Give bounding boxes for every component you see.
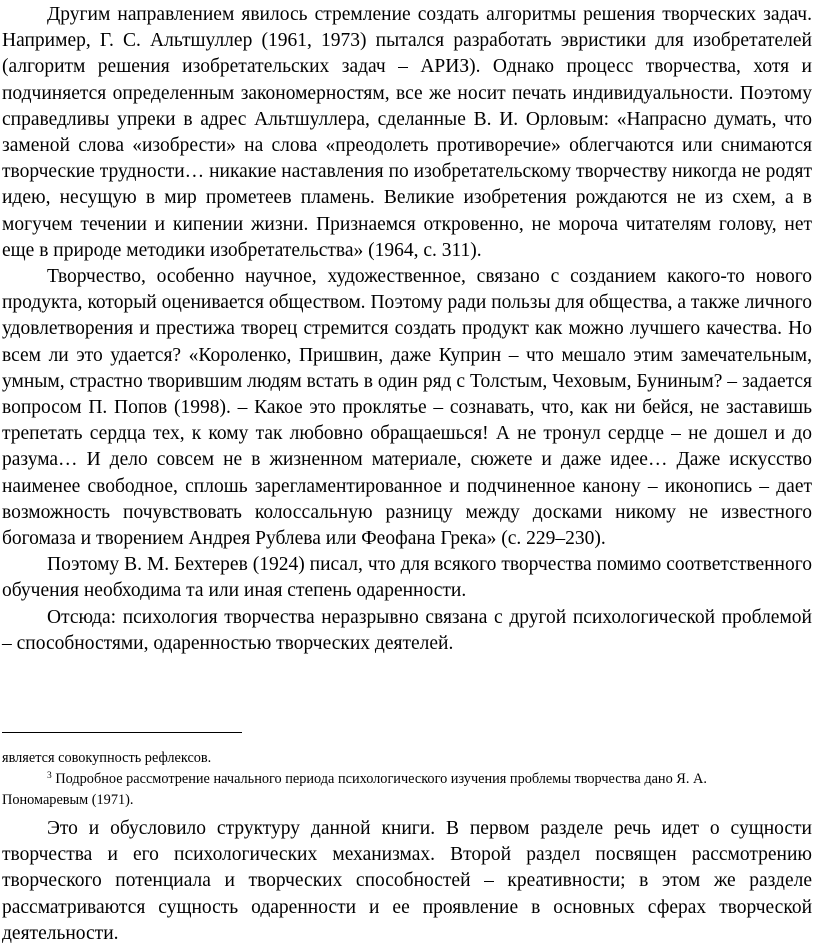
footnote-3-text: Подробное рассмотрение начального периода психологического изучения проблемы творчества дано Я. А. Пономаревым (1971). bbox=[2, 771, 707, 808]
paragraph-5: Это и обусловило структуру данной книги. В первом разделе речь идет о сущности творчества и его психологических механизмах. Второй раздел посвящен рассмотрению творческого потенциала и творческих способностей – креативности; в этом же разделе рассматриваются сущность одаренности и ее проявление в основных сферах творческой деятельности. bbox=[2, 818, 812, 944]
paragraph-3: Поэтому В. М. Бехтерев (1924) писал, что для всякого творчества помимо соответственного обучения необходима та или иная степень одаренности. bbox=[2, 554, 812, 602]
footnote-separator bbox=[2, 732, 242, 733]
footnote-continuation: является совокупность рефлексов. bbox=[2, 750, 212, 766]
paragraph-1: Другим направлением явилось стремление создать алгоритмы решения творческих задач. Например, Г. С. Альтшуллер (1961, 1973) пытался разработать эвристики для изобретателей (алгоритм решения изобретательских задач – АРИЗ). Однако процесс творчества, хотя и подчиняется определенным закономерностям, все же носит печать индивидуальности. Поэтому справедливы упреки в адрес Альтшуллера, сделанные В. И. Орловым: «Напрасно думать, что заменой слова «изобрести» на слова «преодолеть противоречие» облегчаются или снимаются творческие трудности… никакие наставления по изобретательскому творчеству никогда не родят идею, несущую в мир прометеев пламень. Великие изобретения рождаются не из схем, а в могучем течении и кипении жизни. Признаемся откровенно, не мороча читателям голову, нет еще в природе методики изобретательства» (1964, с. 311). bbox=[2, 4, 812, 261]
bottom-text bbox=[2, 816, 812, 947]
main-text bbox=[2, 2, 812, 657]
footnote-marker: 3 bbox=[47, 771, 52, 781]
footnote-3 bbox=[2, 769, 792, 811]
footnotes bbox=[2, 748, 792, 811]
paragraph-2: Творчество, особенно научное, художественное, связано с созданием какого-то нового продукта, который оценивается обществом. Поэтому ради пользы для общества, а также личного удовлетворения и престижа творец стремится создать продукт как можно лучшего качества. Но всем ли это удается? «Короленко, Пришвин, даже Куприн – что мешало этим замечательным, умным, страстно творившим людям встать в один ряд с Толстым, Чеховым, Буниным? – задается вопросом П. Попов (1998). – Какое это проклятье – сознавать, что, как ни бейся, не заставишь трепетать сердца тех, к кому так любовно обращаешься! А не тронул сердце – не дошел и до разума… И дело совсем не в жизненном материале, сюжете и даже идее… Даже искусство наименее свободное, сплошь зарегламентированное и подчиненное канону – иконопись – дает возможность почувствовать колоссальную разницу между досками никому не известного богомаза и творением Андрея Рублева или Феофана Грека» (с. 229–230). bbox=[2, 266, 812, 550]
paragraph-4: Отсюда: психология творчества неразрывно связана с другой психологической проблемой – способностями, одаренностью творческих деятелей. bbox=[2, 606, 812, 654]
